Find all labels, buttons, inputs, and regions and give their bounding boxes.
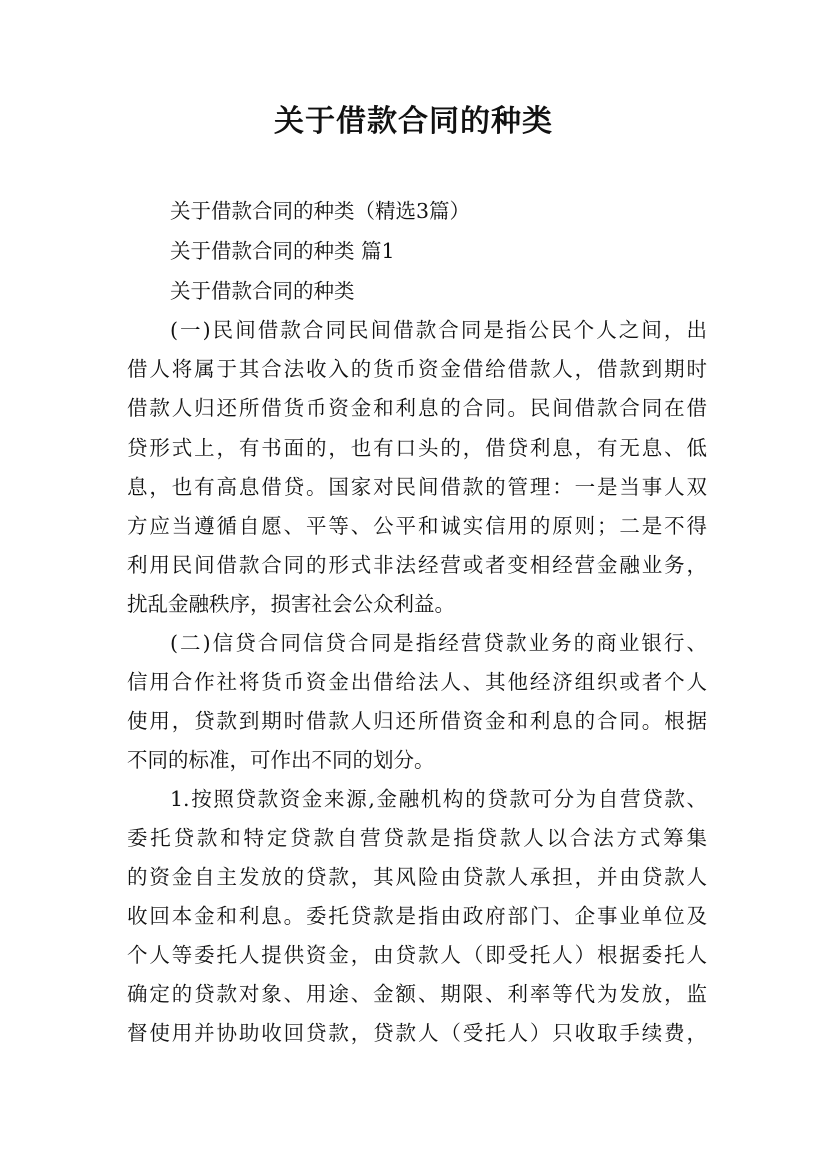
- paragraph-line: 方应当遵循自愿、平等、公平和诚实信用的原则；二是不得: [127, 514, 707, 538]
- paragraph-line: 借人将属于其合法收入的货币资金借给借款人，借款到期时: [127, 357, 707, 381]
- paragraph-line: 督使用并协助收回贷款，贷款人（受托人）只收取手续费，: [127, 1021, 707, 1045]
- paragraph-line: 不同的标准，可作出不同的划分。: [127, 748, 435, 772]
- paragraph-line: 利用民间借款合同的形式非法经营或者变相经营金融业务，: [127, 553, 707, 577]
- paragraph-line: (二)信贷合同信贷合同是指经营贷款业务的商业银行、: [170, 631, 707, 655]
- paragraph-line: 借款人归还所借货币资金和利息的合同。民间借款合同在借: [127, 396, 707, 420]
- paragraph-line: 信用合作社将货币资金出借给法人、其他经济组织或者个人: [127, 670, 707, 694]
- paragraph-line: 使用，贷款到期时借款人归还所借资金和利息的合同。根据: [127, 709, 707, 733]
- paragraph-line: 扰乱金融秩序，损害社会公众利益。: [127, 592, 455, 616]
- paragraph-line: 1.按照贷款资金来源,金融机构的贷款可分为自营贷款、: [170, 787, 707, 811]
- section-subheading: 关于借款合同的种类: [170, 279, 355, 303]
- paragraph-line: 贷形式上，有书面的，也有口头的，借贷利息，有无息、低: [127, 436, 707, 460]
- section-heading: 关于借款合同的种类 篇1: [170, 239, 395, 263]
- paragraph-line: 委托贷款和特定贷款自营贷款是指贷款人以合法方式筹集: [127, 826, 707, 850]
- paragraph-line: (一)民间借款合同民间借款合同是指公民个人之间，出: [170, 318, 707, 342]
- subtitle-line: 关于借款合同的种类（精选3篇）: [170, 199, 471, 223]
- paragraph-line: 息，也有高息借贷。国家对民间借款的管理：一是当事人双: [127, 475, 707, 499]
- paragraph-line: 个人等委托人提供资金，由贷款人（即受托人）根据委托人: [127, 943, 707, 967]
- paragraph-line: 的资金自主发放的贷款，其风险由贷款人承担，并由贷款人: [127, 865, 707, 889]
- document-title: 关于借款合同的种类: [274, 104, 553, 139]
- paragraph-line: 确定的贷款对象、用途、金额、期限、利率等代为发放，监: [127, 982, 707, 1006]
- paragraph-line: 收回本金和利息。委托贷款是指由政府部门、企事业单位及: [127, 904, 707, 928]
